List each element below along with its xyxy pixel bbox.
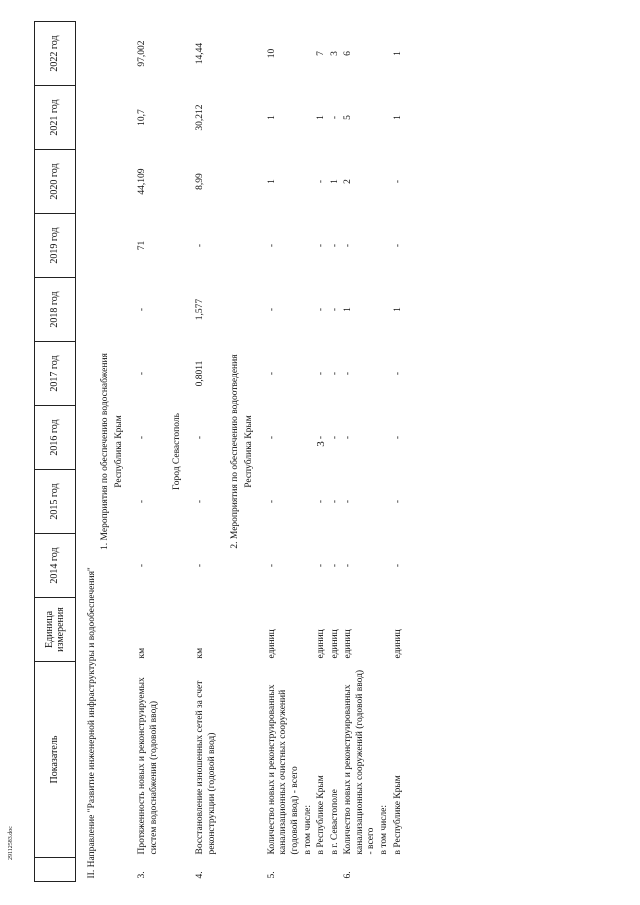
row-including-label: в том числе: xyxy=(379,804,390,855)
cell-2018: - xyxy=(316,307,327,312)
header-year-2018: 2018 год xyxy=(35,278,76,342)
row-label: Протяженность новых и реконструируемых систем водоснабжения (годовой ввод) xyxy=(137,677,159,855)
row-unit: единиц xyxy=(392,629,403,659)
cell-2014: - xyxy=(343,563,354,568)
cell-2014: - xyxy=(329,563,340,568)
cell-2015: - xyxy=(137,499,148,504)
table-row xyxy=(266,22,302,882)
cell-2015: - xyxy=(316,499,327,504)
row-unit: км xyxy=(137,647,148,659)
row-label: Количество новых и реконструированных канализационных сооружений (годовой ввод) - всего xyxy=(343,669,377,855)
cell-2017: - xyxy=(266,371,277,376)
cell-2022: 14,44 xyxy=(195,42,206,65)
cell-2014: - xyxy=(137,563,148,568)
row-number: 5. xyxy=(266,871,277,879)
cell-2021: - xyxy=(329,115,340,120)
cell-2021: 1 xyxy=(266,115,277,120)
section-row xyxy=(243,22,256,882)
row-label: в г. Севастополе xyxy=(329,789,340,855)
cell-2018: - xyxy=(137,307,148,312)
section-row xyxy=(86,22,99,882)
cell-2020: 1 xyxy=(266,179,277,184)
cell-2022: 6 xyxy=(343,51,354,56)
cell-2015: - xyxy=(195,499,206,504)
cell-2017: - xyxy=(329,371,340,376)
cell-2016: - xyxy=(343,435,354,440)
cell-2014: - xyxy=(392,563,403,568)
cell-2016: - xyxy=(329,435,340,440)
section-direction: II. Направление "Развитие инженерной инфраструктуры и водообеспечения" xyxy=(87,567,97,879)
cell-2018: 1 xyxy=(343,307,354,312)
cell-2021: 30,212 xyxy=(195,104,206,131)
cell-2015: - xyxy=(343,499,354,504)
cell-2019: - xyxy=(316,243,327,248)
cell-2019: - xyxy=(266,243,277,248)
section-row xyxy=(229,22,242,882)
indicators-table xyxy=(34,21,405,882)
header-year-2022: 2022 год xyxy=(35,22,76,86)
header-year-2021: 2021 год xyxy=(35,86,76,150)
header-year-2016: 2016 год xyxy=(35,406,76,470)
section-sewerage: 2. Мероприятия по обеспечению водоотведения xyxy=(230,354,241,549)
cell-2020: - xyxy=(392,179,403,184)
row-label: Количество новых и реконструированных канализационных очистных сооружений (годовой ввод) - всего xyxy=(266,684,300,855)
table-container xyxy=(34,22,594,882)
row-including-label: в том числе: xyxy=(303,804,314,855)
cell-2021: 10,7 xyxy=(137,109,148,126)
row-unit: единиц xyxy=(343,629,354,659)
header-year-2019: 2019 год xyxy=(35,214,76,278)
table-row xyxy=(302,22,315,882)
row-unit: единиц xyxy=(316,629,327,659)
table-row xyxy=(342,22,378,882)
cell-2019: 71 xyxy=(137,240,148,251)
row-label: в Республике Крым xyxy=(316,775,327,855)
header-num xyxy=(35,858,76,882)
table-row xyxy=(378,22,391,882)
table-row xyxy=(136,22,161,882)
cell-2017: - xyxy=(343,371,354,376)
row-label: в Республике Крым xyxy=(392,775,403,855)
cell-2015: - xyxy=(266,499,277,504)
cell-2019: - xyxy=(195,243,206,248)
cell-2019: - xyxy=(329,243,340,248)
row-number: 3. xyxy=(137,871,148,879)
table-row xyxy=(194,22,219,882)
cell-2016: - xyxy=(137,435,148,440)
section-row xyxy=(113,22,126,882)
cell-2017: 0,8011 xyxy=(195,360,206,387)
row-unit: единиц xyxy=(329,629,340,659)
table-body xyxy=(76,22,406,882)
rotated-page xyxy=(34,22,594,882)
cell-2022: 3 xyxy=(329,51,340,56)
cell-2020: 2 xyxy=(343,179,354,184)
cell-2014: - xyxy=(316,563,327,568)
cell-2016: - xyxy=(316,435,327,440)
header-year-2015: 2015 год xyxy=(35,470,76,534)
cell-2021: 5 xyxy=(343,115,354,120)
cell-2018: - xyxy=(266,307,277,312)
cell-2014: - xyxy=(266,563,277,568)
cell-2017: - xyxy=(137,371,148,376)
header-year-2020: 2020 год xyxy=(35,150,76,214)
header-year-2017: 2017 год xyxy=(35,342,76,406)
section-row xyxy=(171,22,184,882)
row-unit: км xyxy=(195,647,206,659)
table-row xyxy=(392,22,405,882)
section-region-crimea: Республика Крым xyxy=(113,415,124,488)
table-header xyxy=(35,22,76,882)
header-unit: Единица измерения xyxy=(35,598,76,662)
row-number: 6. xyxy=(343,871,354,879)
cell-2018: 1,577 xyxy=(195,298,206,321)
section-region-crimea-2: Республика Крым xyxy=(243,415,254,488)
section-row xyxy=(99,22,112,882)
cell-2016: - xyxy=(195,435,206,440)
cell-2015: - xyxy=(329,499,340,504)
row-label: Восстановление изношенных сетей за счет реконструкции (годовой ввод) xyxy=(195,680,217,855)
cell-2018: 1 xyxy=(392,307,403,312)
table-row xyxy=(315,22,328,882)
table-row xyxy=(329,22,342,882)
cell-2022: 7 xyxy=(316,51,327,56)
cell-2014: - xyxy=(195,563,206,568)
cell-2015: - xyxy=(392,499,403,504)
cell-2016: - xyxy=(392,435,403,440)
footer-document-code: 29112583.doc xyxy=(7,826,14,860)
cell-2017: - xyxy=(316,371,327,376)
cell-2017: - xyxy=(392,371,403,376)
row-unit: единиц xyxy=(266,629,277,659)
cell-2020: 8,99 xyxy=(195,173,206,190)
cell-2022: 1 xyxy=(392,51,403,56)
cell-2019: - xyxy=(343,243,354,248)
cell-2020: 44,109 xyxy=(137,168,148,195)
cell-2016: - xyxy=(266,435,277,440)
page-number: 3 xyxy=(314,441,327,447)
cell-2018: - xyxy=(329,307,340,312)
cell-2021: 1 xyxy=(392,115,403,120)
cell-2022: 97,002 xyxy=(137,40,148,67)
section-region-sevastopol: Город Севастополь xyxy=(171,413,182,490)
header-indicator: Показатель xyxy=(35,662,76,858)
cell-2020: - xyxy=(316,179,327,184)
cell-2020: 1 xyxy=(329,179,340,184)
header-year-2014: 2014 год xyxy=(35,534,76,598)
cell-2019: - xyxy=(392,243,403,248)
cell-2021: 1 xyxy=(316,115,327,120)
cell-2022: 10 xyxy=(266,48,277,59)
row-number: 4. xyxy=(195,871,206,879)
section-water-supply: 1. Мероприятия по обеспечению водоснабжения xyxy=(100,353,111,550)
